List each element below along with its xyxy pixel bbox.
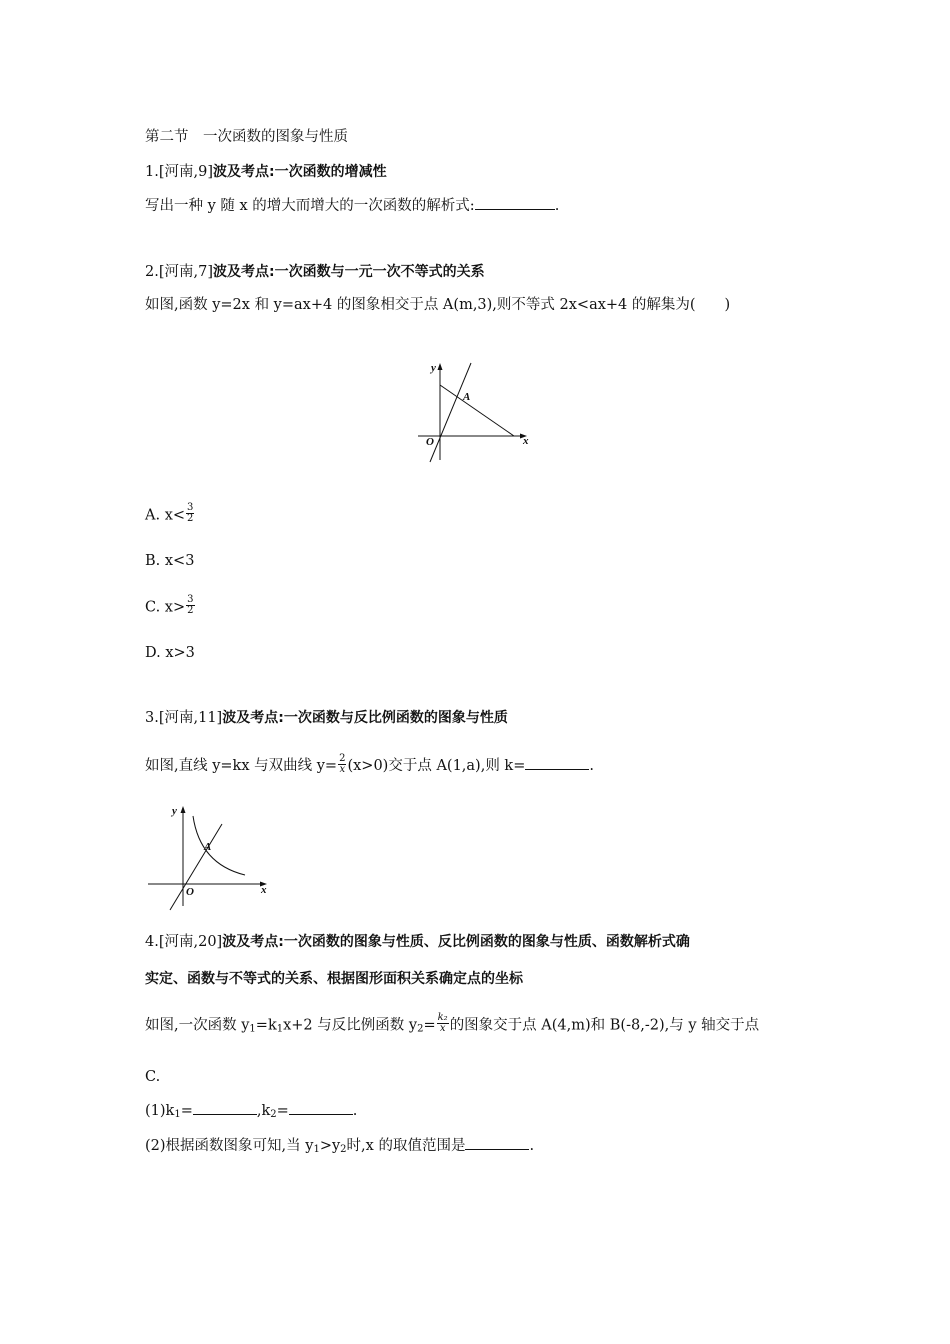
- q4-header: [145, 932, 690, 952]
- q4-k2-blank[interactable]: [289, 1100, 353, 1115]
- q4-p1-c: ,k: [256, 1103, 271, 1119]
- q1-header: [145, 162, 387, 182]
- q3-label-y: y: [172, 805, 177, 817]
- q4-p1-sub1: 1: [174, 1109, 181, 1120]
- q4-p2-end: .: [529, 1138, 535, 1154]
- q3-answer-blank[interactable]: [525, 755, 589, 770]
- q2-option-d: D. x>3: [145, 645, 195, 661]
- q1-topic: 波及考点:一次函数的增减性: [212, 164, 387, 180]
- q2-option-a-fraction: [186, 503, 194, 524]
- q2-option-c-fraction: [186, 595, 194, 616]
- q1-answer-blank[interactable]: [475, 195, 555, 210]
- q4-text-continued: C.: [145, 1069, 161, 1085]
- q3-label-o: O: [186, 886, 194, 898]
- q4-p1-d: =: [276, 1103, 289, 1119]
- q1-end: .: [554, 198, 560, 214]
- q3-fraction: [338, 754, 346, 775]
- frac-den: 2: [187, 513, 194, 524]
- q2-label-o: O: [426, 436, 434, 448]
- q4-range-blank[interactable]: [465, 1135, 529, 1150]
- q2-option-c: [145, 594, 196, 618]
- q2-y-arrow: [438, 363, 443, 370]
- q2-option-a-text: A. x<: [145, 507, 186, 524]
- q4-fraction: [437, 1013, 449, 1034]
- frac-num: k₂: [437, 1012, 448, 1023]
- q2-label-a: A: [463, 391, 471, 403]
- q4-source: 4.[河南,20]: [145, 934, 223, 950]
- q3-source: 3.[河南,11]: [145, 710, 223, 726]
- q4-p1-b: =: [180, 1103, 193, 1119]
- q4-part2: [145, 1135, 534, 1156]
- q4-p1-a: (1)k: [145, 1103, 175, 1119]
- q3-topic: 波及考点:一次函数与反比例函数的图象与性质: [222, 710, 508, 726]
- q2-label-x: x: [523, 435, 529, 447]
- q2-option-b: B. x<3: [145, 553, 195, 569]
- q4-text-e: 的图象交于点 A(4,m)和 B(-8,-2),与 y 轴交于点: [449, 1017, 760, 1034]
- frac-den: x: [439, 1023, 446, 1034]
- frac-num: 3: [187, 502, 194, 513]
- q4-text-d: =: [423, 1017, 436, 1034]
- q4-p1-end: .: [352, 1103, 358, 1119]
- q2-option-a: [145, 502, 195, 526]
- frac-den: x: [339, 763, 346, 775]
- frac-den: 2: [187, 605, 194, 616]
- q4-p2-sub1: 1: [313, 1144, 320, 1155]
- q2-header: [145, 262, 485, 282]
- q3-hyperbola: [193, 816, 245, 875]
- frac-num: 2: [339, 752, 346, 764]
- q3-label-a: A: [204, 841, 212, 853]
- q2-line-2x: [430, 363, 471, 462]
- q4-text-b: =k: [255, 1017, 277, 1034]
- q3-figure: [145, 798, 280, 916]
- q1-source: 1.[河南,9]: [145, 164, 213, 180]
- frac-num: 3: [187, 594, 194, 605]
- q3-text-a: 如图,直线 y=kx 与双曲线 y=: [145, 758, 338, 774]
- q2-figure: [413, 355, 538, 465]
- q4-k1-blank[interactable]: [193, 1100, 257, 1115]
- q2-label-y: y: [431, 362, 436, 374]
- q4-text-c: x+2 与反比例函数 y: [283, 1017, 418, 1034]
- q2-text: 如图,函数 y=2x 和 y=ax+4 的图象相交于点 A(m,3),则不等式 2x<ax+4 的解集为( ): [145, 297, 731, 313]
- q3-text-b: (x>0)交于点 A(1,a),则 k=: [347, 758, 526, 774]
- q4-text-a: 如图,一次函数 y: [145, 1017, 250, 1034]
- q4-p2-sub2: 2: [340, 1144, 347, 1155]
- section-title: 第二节 一次函数的图象与性质: [145, 129, 348, 145]
- q3-text: [145, 752, 594, 777]
- q3-label-x: x: [261, 884, 267, 896]
- q4-p2-b: >y: [319, 1138, 341, 1154]
- q1-text: [145, 195, 559, 216]
- q2-topic: 波及考点:一次函数与一元一次不等式的关系: [212, 264, 485, 280]
- q4-sub3: 2: [417, 1023, 424, 1035]
- q4-part1: [145, 1100, 357, 1121]
- q4-sub1: 1: [249, 1023, 256, 1035]
- q3-header: [145, 708, 508, 728]
- q1-question: 写出一种 y 随 x 的增大而增大的一次函数的解析式:: [145, 198, 475, 214]
- q4-topic-line2: 实定、函数与不等式的关系、根据图形面积关系确定点的坐标: [145, 971, 523, 987]
- q4-text: [145, 1012, 760, 1036]
- q4-topic-line1: 波及考点:一次函数的图象与性质、反比例函数的图象与性质、函数解析式确: [222, 934, 690, 950]
- q2-source: 2.[河南,7]: [145, 264, 213, 280]
- q4-sub2: 1: [276, 1023, 284, 1035]
- q4-p1-sub2: 2: [270, 1109, 277, 1120]
- q4-p2-c: 时,x 的取值范围是: [346, 1138, 466, 1154]
- q2-option-c-text: C. x>: [145, 599, 186, 616]
- q3-y-arrow: [181, 806, 186, 813]
- q3-line-kx: [170, 824, 222, 910]
- q3-end: .: [589, 758, 594, 774]
- q4-p2-a: (2)根据函数图象可知,当 y: [145, 1138, 314, 1154]
